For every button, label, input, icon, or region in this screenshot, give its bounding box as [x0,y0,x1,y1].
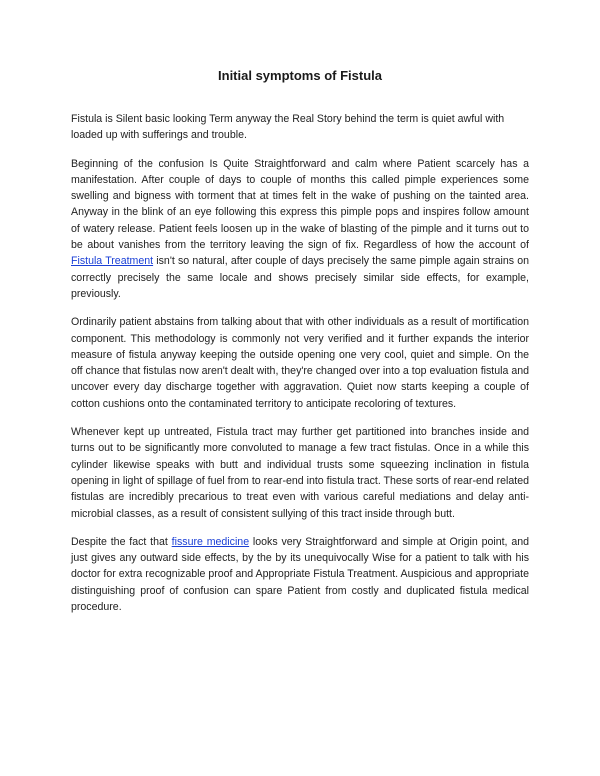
paragraph-2 [71,156,529,303]
paragraph-5 [71,534,529,615]
paragraph-1: Fistula is Silent basic looking Term anyway the Real Story behind the term is quiet awful with loaded up with sufferings and trouble. [71,113,505,142]
fistula-treatment-link[interactable]: Fistula Treatment [71,255,154,268]
paragraph-4: Whenever kept up untreated, Fistula tract may further get partitioned into branches inside and turns out to be significantly more convoluted to manage a few tract fistulas. Once in a while this cylinder likewise speaks with butt and individual trusts some squeezing inclination in fistula opening in light of spillage of fuel from to rear-end into fistula tract. These sorts of rear-end related fistulas are incredibly precarious to treat even with various careful mediations and delay anti-microbial classes, as a result of consistent sullying of this tract inside through butt. [71,426,529,520]
paragraph-3: Ordinarily patient abstains from talking about that with other individuals as a result of mortification component. This methodology is commonly not very verified and it further expands the interior measure of fistula anyway keeping the outside opening one very cool, quiet and simple. On the off chance that fistulas now aren't dealt with, they're changed over into a top evaluation fistula and uncover every day discharge together with aggravation. Quiet now starts keeping a couple of cotton cushions onto the contaminated territory to anticipate recoloring of textures. [71,316,529,410]
fissure-medicine-link[interactable]: fissure medicine [171,535,250,548]
paragraph-5-text-b: looks very Straightforward and simple at Origin point, and just gives any outward side effects, by the by its unequivocally Wise for a patient to talk with his doctor for extra recognizable proof and Appropriate Fistula Treatment. Auspicious and appropriate distinguishing proof of confusion can spare Patient from costly and duplicated fistula medical procedure. [71,535,529,614]
paragraph-2-text-a: Beginning of the confusion Is Quite Straightforward and calm where Patient scarcely has a manifestation. After couple of days to couple of months this called pimple experiences some swelling and bigness with torment that at times felt in the wake of pushing on the tainted area. Anyway in the blink of an eye following this express this pimple pops and inspires follow amount of watery release. Patient feels loosen up in the wake of blasting of the pimple and it turns out to be about vanishes from the territory leaving the sign of fix. Regardless of how the account of [71,157,529,252]
paragraph-5-text-a: Despite the fact that [71,535,172,548]
document-title: Initial symptoms of Fistula [218,68,382,83]
paragraph-2-text-b: isn't so natural, after couple of days precisely the same pimple again strains on correctly precisely the same locale and shows precisely similar side effects, for example, previously. [71,255,529,300]
document-body [71,111,529,615]
